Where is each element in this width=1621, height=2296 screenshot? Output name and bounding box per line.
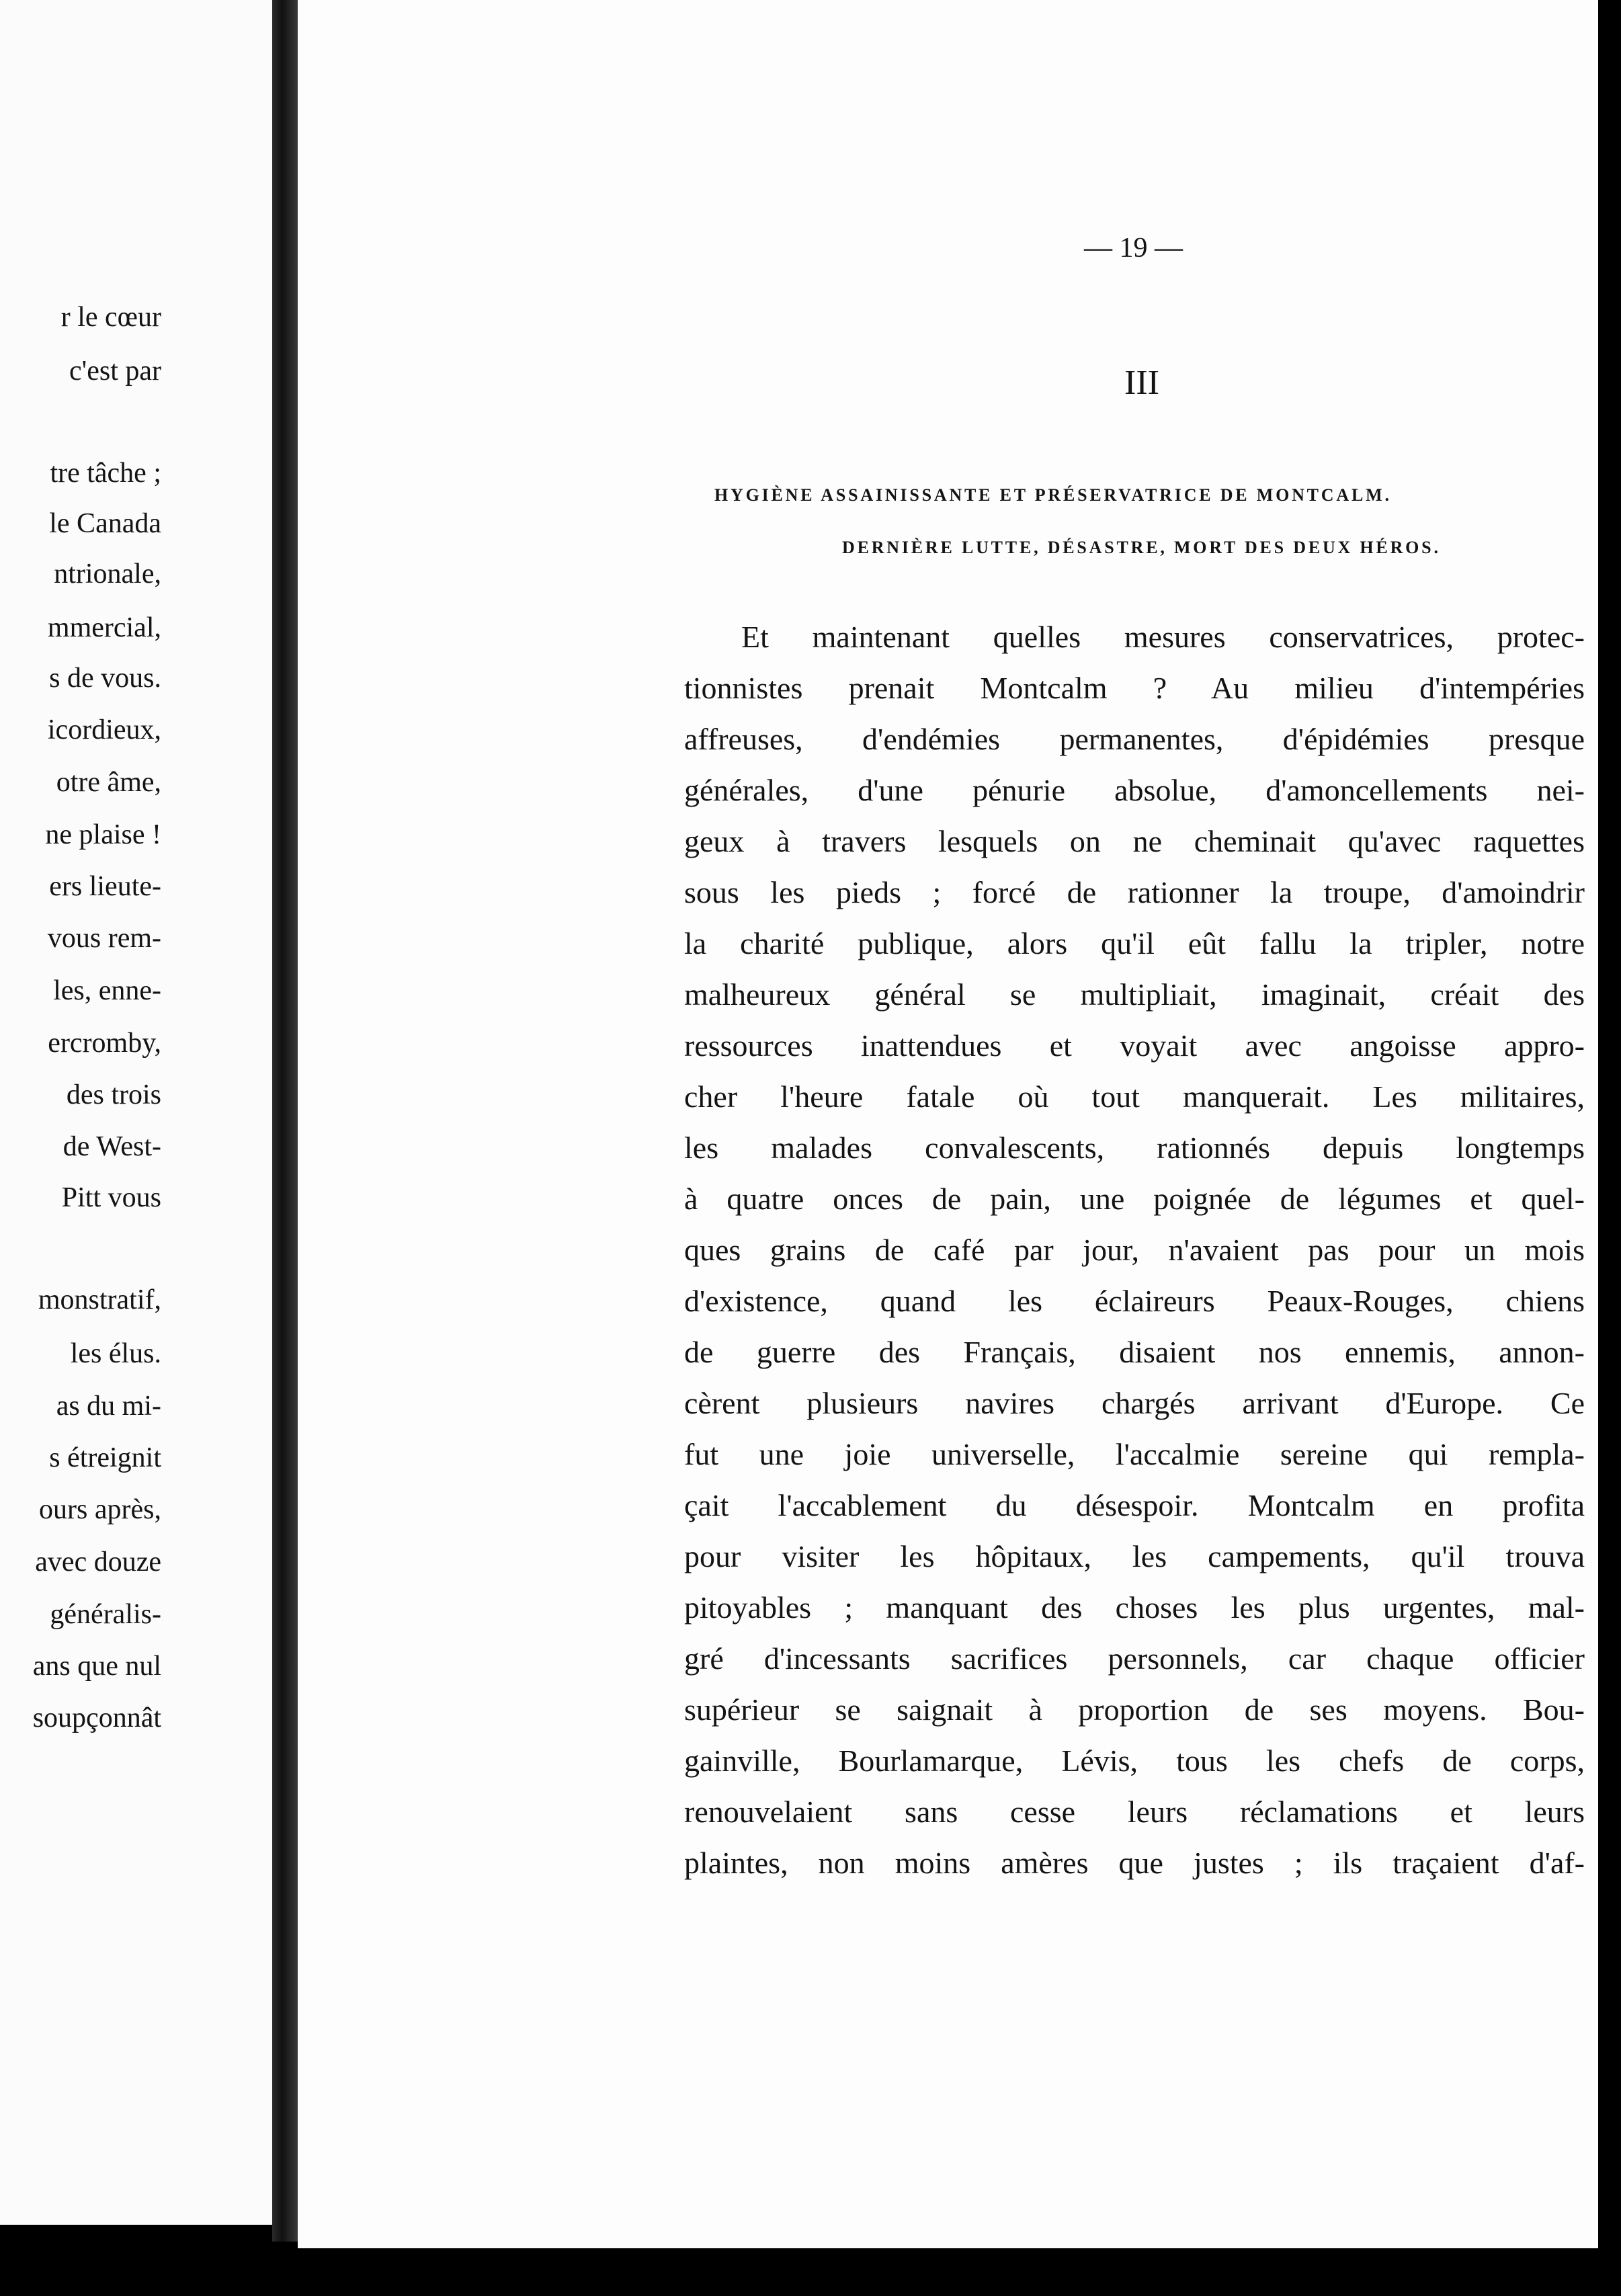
- left-page-line: otre âme,: [56, 767, 161, 798]
- body-text-line: gainville, Bourlamarque, Lévis, tous les chefs de corps,: [684, 1744, 1585, 1778]
- left-page-line: les, enne-: [53, 975, 161, 1006]
- body-text-line: fut une joie universelle, l'accalmie sereine qui rempla-: [684, 1437, 1585, 1471]
- body-text-line: geux à travers lesquels on ne cheminait qu'avec raquettes: [684, 824, 1585, 858]
- left-page-line: s étreignit: [49, 1442, 161, 1473]
- chapter-heading-line: DERNIÈRE LUTTE, DÉSASTRE, MORT DES DEUX HÉROS.: [842, 538, 1441, 557]
- body-text-line: gré d'incessants sacrifices personnels, car chaque officier: [684, 1641, 1585, 1676]
- body-text-line: générales, d'une pénurie absolue, d'amoncellements nei-: [684, 773, 1585, 807]
- left-page: [0, 0, 282, 2225]
- body-text-line: supérieur se saignait à proportion de ses moyens. Bou-: [684, 1692, 1585, 1727]
- scan-border: [1598, 0, 1621, 2296]
- body-text-line: les malades convalescents, rationnés depuis longtemps: [684, 1131, 1585, 1165]
- body-text-line: ques grains de café par jour, n'avaient pas pour un mois: [684, 1233, 1585, 1267]
- book-gutter: [272, 0, 298, 2242]
- page-number: — 19 —: [1084, 233, 1183, 263]
- body-text-line: à quatre onces de pain, une poignée de légumes et quel-: [684, 1182, 1585, 1216]
- left-page-line: généralis-: [50, 1599, 161, 1630]
- left-page-line: Pitt vous: [61, 1182, 161, 1213]
- left-page-line: le Canada: [49, 508, 161, 539]
- body-text-line: malheureux général se multipliait, imaginait, créait des: [684, 977, 1585, 1012]
- left-page-line: icordieux,: [47, 714, 161, 745]
- body-text-line: cher l'heure fatale où tout manquerait. Les militaires,: [684, 1079, 1585, 1114]
- body-text-line: d'existence, quand les éclaireurs Peaux-Rouges, chiens: [684, 1284, 1585, 1318]
- body-text-line: la charité publique, alors qu'il eût fallu la tripler, notre: [684, 926, 1585, 960]
- body-text-line: cèrent plusieurs navires chargés arrivant d'Europe. Ce: [684, 1386, 1585, 1420]
- left-page-line: les élus.: [70, 1338, 161, 1369]
- left-page-line: des trois: [66, 1079, 161, 1110]
- left-page-line: ours après,: [39, 1494, 161, 1525]
- body-text-line: affreuses, d'endémies permanentes, d'épidémies presque: [684, 722, 1585, 756]
- body-text-line: pitoyables ; manquant des choses les plus urgentes, mal-: [684, 1590, 1585, 1625]
- body-text-line: tionnistes prenait Montcalm ? Au milieu d'intempéries: [684, 671, 1585, 705]
- body-text-line: Et maintenant quelles mesures conservatrices, protec-: [741, 620, 1585, 654]
- left-page-line: ans que nul: [32, 1651, 161, 1682]
- left-page-line: vous rem-: [47, 923, 161, 954]
- left-page-line: monstratif,: [38, 1284, 161, 1315]
- left-page-line: soupçonnât: [32, 1703, 161, 1733]
- left-page-line: as du mi-: [56, 1391, 161, 1422]
- left-page-line: ers lieute-: [49, 871, 161, 902]
- body-text-line: çait l'accablement du désespoir. Montcalm en profita: [684, 1488, 1585, 1522]
- left-page-line: s de vous.: [49, 663, 161, 694]
- left-page-line: c'est par: [69, 356, 161, 386]
- body-text-line: plaintes, non moins amères que justes ; ils traçaient d'af-: [684, 1846, 1585, 1880]
- chapter-number: III: [1124, 364, 1159, 402]
- left-page-line: mmercial,: [47, 612, 161, 643]
- right-page: [298, 0, 1598, 2248]
- body-text-line: sous les pieds ; forcé de rationner la troupe, d'amoindrir: [684, 875, 1585, 909]
- left-page-line: r le cœur: [60, 302, 161, 333]
- body-text-line: renouvelaient sans cesse leurs réclamations et leurs: [684, 1795, 1585, 1829]
- left-page-line: ntrionale,: [54, 559, 161, 589]
- left-page-line: avec douze: [35, 1547, 161, 1577]
- left-page-line: tre tâche ;: [50, 458, 161, 489]
- left-page-line: ne plaise !: [45, 819, 161, 850]
- left-page-line: de West-: [63, 1131, 161, 1162]
- body-text-line: ressources inattendues et voyait avec angoisse appro-: [684, 1028, 1585, 1063]
- body-text-line: pour visiter les hôpitaux, les campements, qu'il trouva: [684, 1539, 1585, 1573]
- left-page-line: ercromby,: [48, 1028, 161, 1059]
- chapter-heading-line: HYGIÈNE ASSAINISSANTE ET PRÉSERVATRICE DE MONTCALM.: [714, 485, 1392, 505]
- body-text-line: de guerre des Français, disaient nos ennemis, annon-: [684, 1335, 1585, 1369]
